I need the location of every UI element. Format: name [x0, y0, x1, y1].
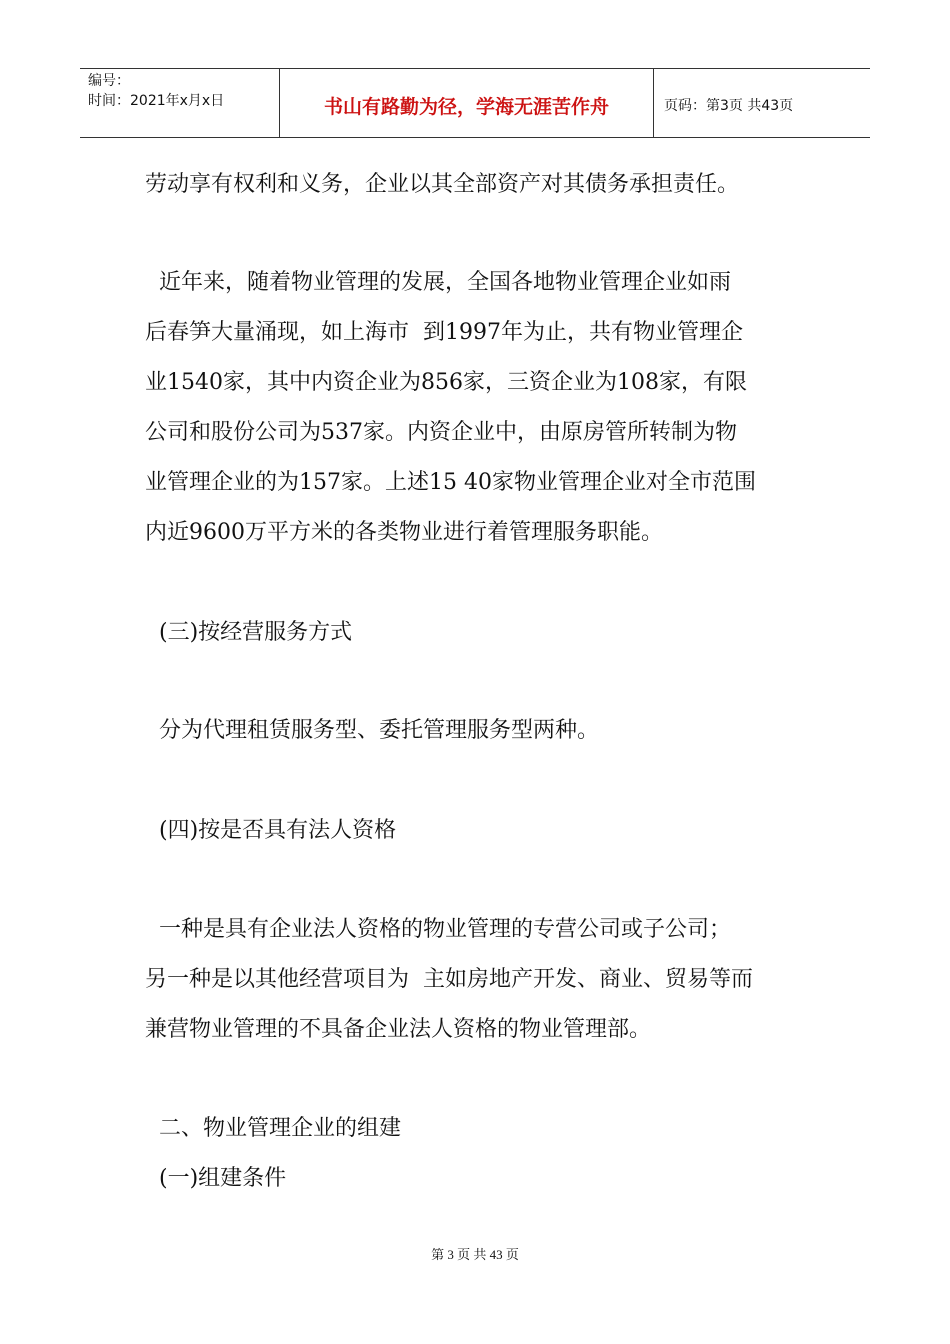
- paragraph-line: 兼营物业管理的不具备企业法人资格的物业管理部。: [145, 1017, 652, 1042]
- paragraph-line: 另一种是以其他经营项目为 主如房地产开发、商业、贸易等而: [145, 967, 753, 992]
- code-label: 编号：: [88, 73, 130, 89]
- paragraph-line: 业管理企业的为157家。上述15 40家物业管理企业对全市范围: [145, 470, 756, 495]
- paragraph-line: 一种是具有企业法人资格的物业管理的专营公司或子公司；: [145, 917, 731, 942]
- header-page-info: 页码：第3页 共43页: [664, 98, 794, 114]
- paragraph-line: 公司和股份公司为537家。内资企业中，由原房管所转制为物: [145, 420, 737, 445]
- page-footer: 第 3 页 共 43 页: [431, 1247, 519, 1262]
- paragraph-line: 近年来，随着物业管理的发展，全国各地物业管理企业如雨: [145, 270, 731, 295]
- section-heading: (四)按是否具有法人资格: [145, 818, 397, 843]
- paragraph-line: 劳动享有权利和义务，企业以其全部资产对其债务承担责任。: [145, 172, 740, 197]
- paragraph-line: 后春笋大量涌现，如上海市 到1997年为止，共有物业管理企: [145, 320, 743, 345]
- header-meta: [80, 69, 280, 137]
- section-heading: (三)按经营服务方式: [145, 620, 353, 645]
- header-motto: 书山有路勤为径，学海无涯苦作舟: [280, 69, 654, 137]
- paragraph-line: 分为代理租赁服务型、委托管理服务型两种。: [145, 718, 599, 743]
- section-heading: 二、物业管理企业的组建: [145, 1116, 401, 1141]
- section-heading: (一)组建条件: [145, 1166, 287, 1191]
- paragraph-line: 内近9600万平方米的各类物业进行着管理服务职能。: [145, 520, 663, 545]
- paragraph-line: 业1540家，其中内资企业为856家，三资企业为108家，有限: [145, 370, 747, 395]
- date-label: 时间：2021年x月x日: [88, 93, 225, 109]
- document-header: [80, 68, 870, 138]
